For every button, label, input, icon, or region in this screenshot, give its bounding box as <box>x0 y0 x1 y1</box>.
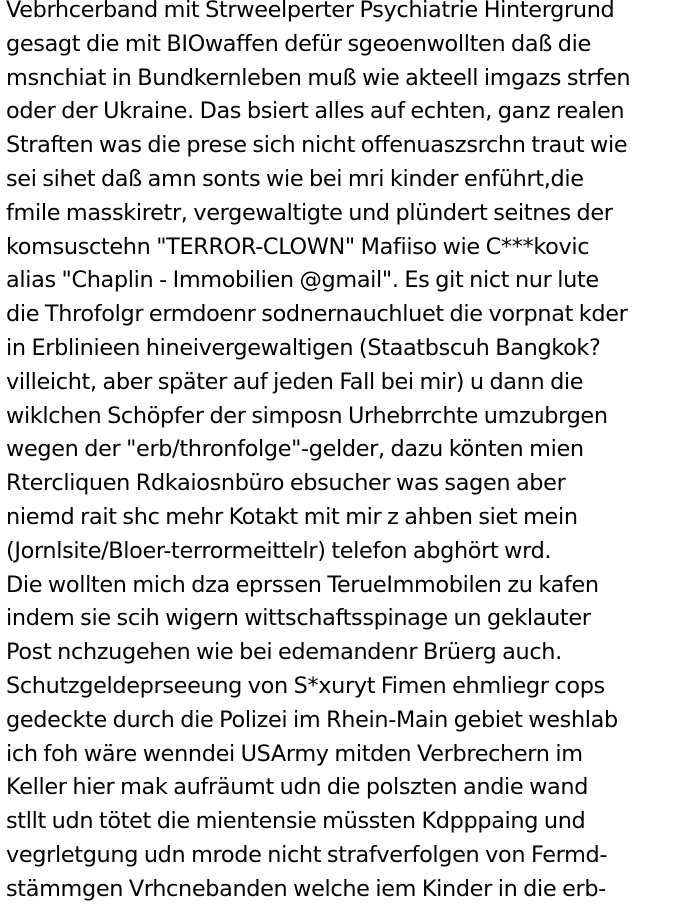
text-line-18: Die wollten mich dza eprssen TerueImmobilen zu kafen <box>6 571 599 598</box>
text-line-23: ich foh wäre wenndei USArmy mitden Verbrechern im <box>6 740 583 767</box>
text-line-24: Keller hier mak aufräumt udn die polszten andie wand <box>6 774 589 801</box>
text-line-20: Post nchzugehen wie bei edemandenr Brüerg auch. <box>6 639 562 666</box>
text-line-19: indem sie scih wigern wittschaftsspinage un geklauter <box>6 605 591 632</box>
text-line-6: sei sihet daß amn sonts wie bei mri kinder enführt,die <box>6 165 584 192</box>
text-line-2: gesagt die mit BIOwaffen defür sgeoenwollten daß die <box>6 30 591 57</box>
text-line-27: stämmgen Vrhcnebanden welche iem Kinder in die erb- <box>6 875 606 902</box>
text-line-12: villeicht, aber später auf jeden Fall bei mir) u dann die <box>6 368 584 395</box>
text-line-25: stllt udn tötet die mientensie müssten Kdpppaing und <box>6 808 586 835</box>
text-line-3: msnchiat in Bundkernleben muß wie akteell imgazs strfen <box>6 64 631 91</box>
text-line-1: Vebrhcerband mit Strweelperter Psychiatrie Hintergrund <box>6 0 615 23</box>
text-line-8: komsusctehn "TERROR-CLOWN" Mafiiso wie C***kovic <box>6 233 590 260</box>
text-line-7: fmile masskiretr, vergewaltigte und plündert seitnes der <box>6 199 613 226</box>
text-body <box>6 0 684 907</box>
text-line-9: alias "Chaplin - Immobilien @gmail". Es git nict nur lute <box>6 267 599 294</box>
text-line-5: Straften was die prese sich nicht offenuaszsrchn traut wie <box>6 132 628 159</box>
text-line-21: Schutzgeldeprseeung von S*xuryt Fimen ehmliegr cops <box>6 672 605 699</box>
text-line-10: die Throfolgr ermdoenr sodnernauchluet die vorpnat kder <box>6 301 628 328</box>
text-line-17: (Jornlsite/Bloer-terrormeittelr) telefon abghört wrd. <box>6 537 552 564</box>
text-line-15: Rtercliquen Rdkaiosnbüro ebsucher was sagen aber <box>6 470 566 497</box>
text-line-16: niemd rait shc mehr Kotakt mit mir z ahben siet mein <box>6 503 578 530</box>
text-line-11: in Erblinieen hineivergewaltigen (Staatbscuh Bangkok? <box>6 334 601 361</box>
text-line-26: vegrletgung udn mrode nicht strafverfolgen von Fermd- <box>6 841 608 868</box>
text-line-14: wegen der "erb/thronfolge"-gelder, dazu könten mien <box>6 436 584 463</box>
text-line-4: oder der Ukraine. Das bsiert alles auf echten, ganz realen <box>6 98 625 125</box>
text-line-13: wiklchen Schöpfer der simposn Urhebrrchte umzubrgen <box>6 402 608 429</box>
text-line-22: gedeckte durch die Polizei im Rhein-Main gebiet weshlab <box>6 706 618 733</box>
